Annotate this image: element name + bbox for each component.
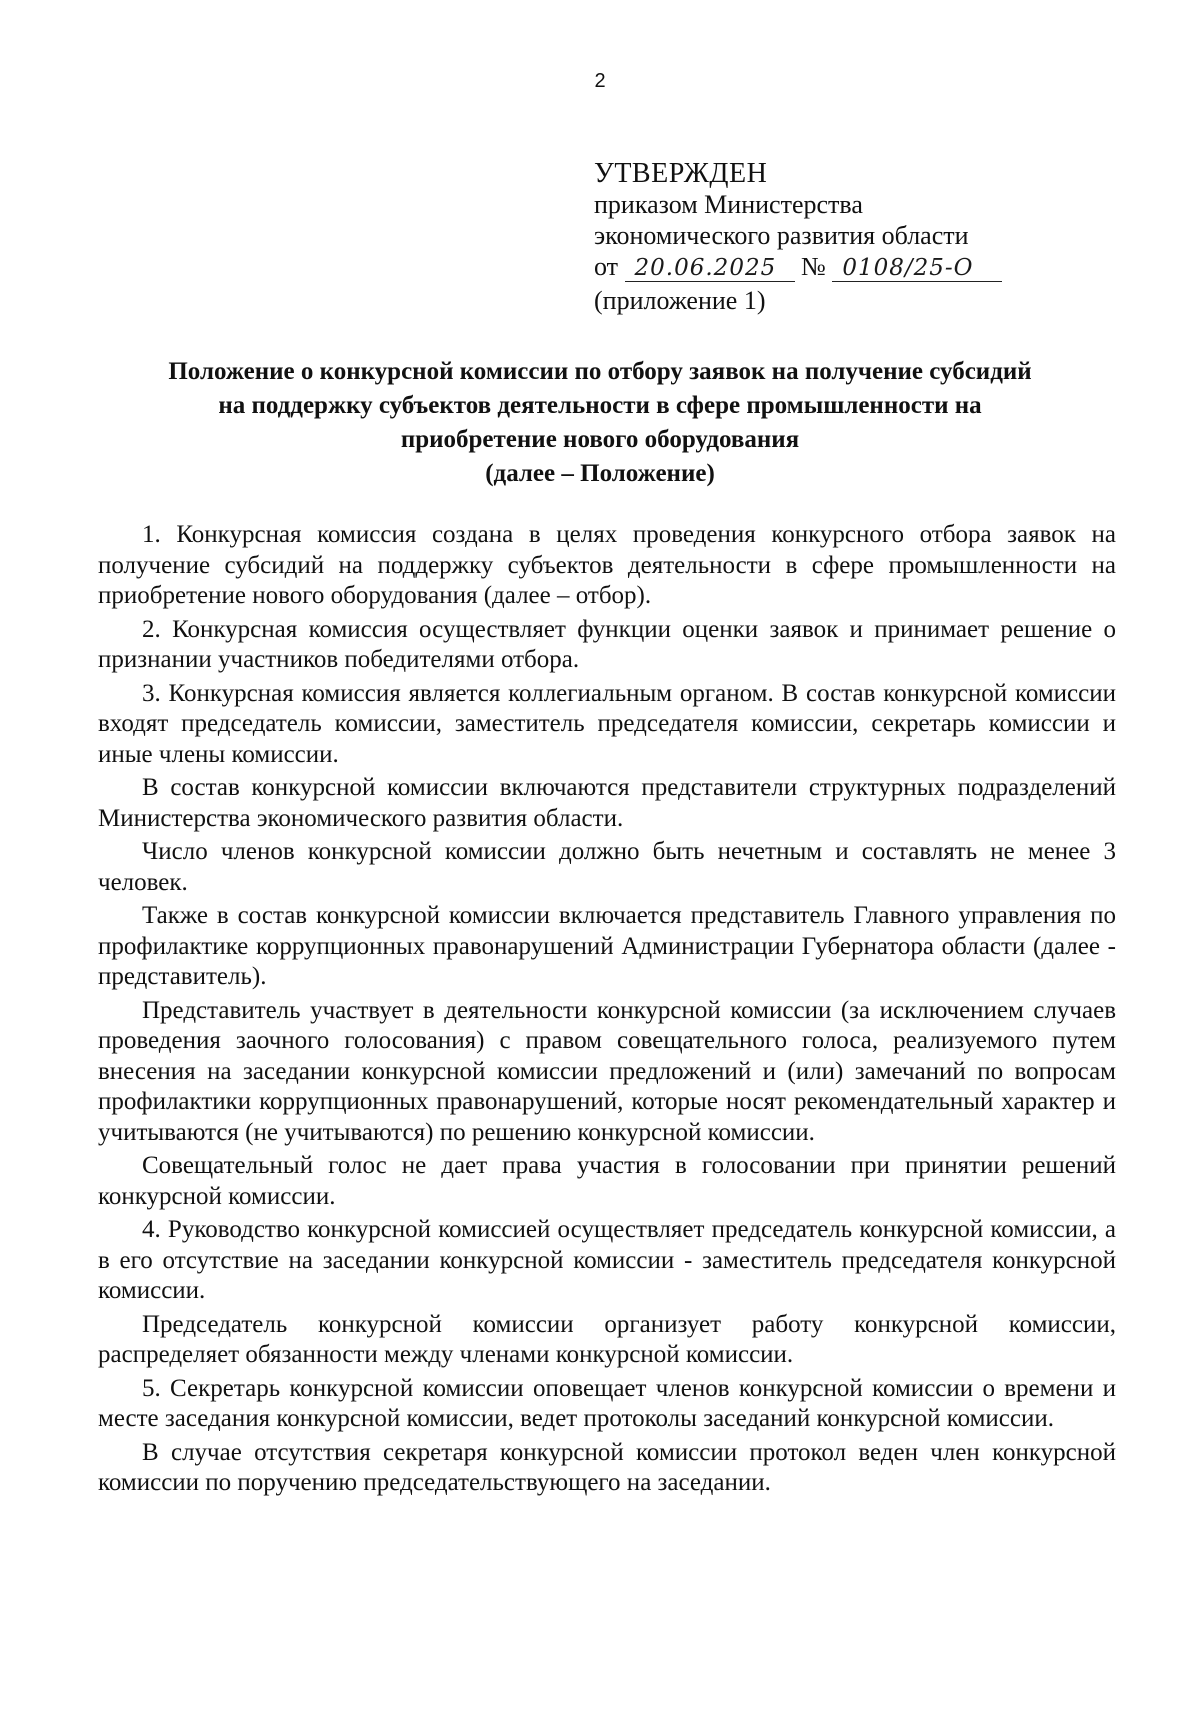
paragraph: Представитель участвует в деятельности конкурсной комиссии (за исключением случаев проведения заочного голосования) с правом совещательного голоса, реализуемого путем внесения на заседании конкурсной комиссии предложений и (или) замечаний по вопросам профилактики коррупционных правонарушений, которые носят рекомендательный характер и учитываются (не учитываются) по решению конкурсной комиссии. (98, 996, 1116, 1146)
paragraph: 4. Руководство конкурсной комиссией осуществляет председатель конкурсной комиссии, а в его отсутствие на заседании конкурсной комиссии - заместитель председателя конкурсной комиссии. (98, 1216, 1116, 1304)
approval-line-ministry: приказом Министерства (594, 190, 863, 219)
heading-line-3: приобретение нового оборудования (400, 426, 800, 453)
paragraph: 3. Конкурсная комиссия является коллегиальным органом. В состав конкурсной комиссии входят председатель комиссии, заместитель председателя комиссии, секретарь комиссии и иные члены комиссии. (98, 679, 1116, 768)
heading-line-4: (далее – Положение) (485, 460, 715, 487)
order-date-number-line (594, 251, 1114, 285)
paragraph: Также в состав конкурсной комиссии включается представитель Главного управления по профилактике коррупционных правонарушений Администрации Губернатора области (далее - представитель). (98, 902, 1116, 990)
paragraph: 1. Конкурсная комиссия создана в целях проведения конкурсного отбора заявок на получение субсидий на поддержку субъектов деятельности в сфере промышленности на приобретение нового оборудования (далее – отбор). (98, 521, 1116, 609)
appendix-label: (приложение 1) (594, 286, 766, 315)
document-heading (90, 355, 1110, 491)
paragraph: В состав конкурсной комиссии включаются представители структурных подразделений Министерства экономического развития области. (98, 774, 1116, 832)
heading-line-1: Положение о конкурсной комиссии по отбору заявок на получение субсидий (168, 358, 1032, 385)
date-prefix: от (594, 252, 619, 281)
approval-line-department: экономического развития области (594, 221, 969, 250)
paragraph: 5. Секретарь конкурсной комиссии оповещает членов конкурсной комиссии о времени и месте заседания конкурсной комиссии, ведет протоколы заседаний конкурсной комиссии. (98, 1374, 1116, 1432)
number-prefix: № (801, 252, 826, 281)
approval-title: УТВЕРЖДЕН (594, 158, 768, 189)
approval-stamp-block (594, 158, 1114, 316)
handwritten-order-number: 0108/25-О (832, 255, 1002, 282)
paragraph: В случае отсутствия секретаря конкурсной комиссии протокол веден член конкурсной комиссии по поручению председательствующего на заседании. (98, 1438, 1116, 1496)
document-body (98, 520, 1116, 1502)
heading-line-2: на поддержку субъектов деятельности в сфере промышленности на (218, 392, 982, 419)
handwritten-date: 20.06.2025 (625, 255, 795, 282)
paragraph: Число членов конкурсной комиссии должно быть нечетным и составлять не менее 3 человек. (98, 838, 1116, 896)
paragraph: 2. Конкурсная комиссия осуществляет функции оценки заявок и принимает решение о признании участников победителями отбора. (98, 615, 1116, 673)
paragraph: Совещательный голос не дает права участия в голосовании при принятии решений конкурсной комиссии. (98, 1152, 1116, 1210)
page-number: 2 (594, 70, 606, 92)
paragraph: Председатель конкурсной комиссии организует работу конкурсной комиссии, распределяет обязанности между членами конкурсной комиссии. (98, 1310, 1116, 1368)
